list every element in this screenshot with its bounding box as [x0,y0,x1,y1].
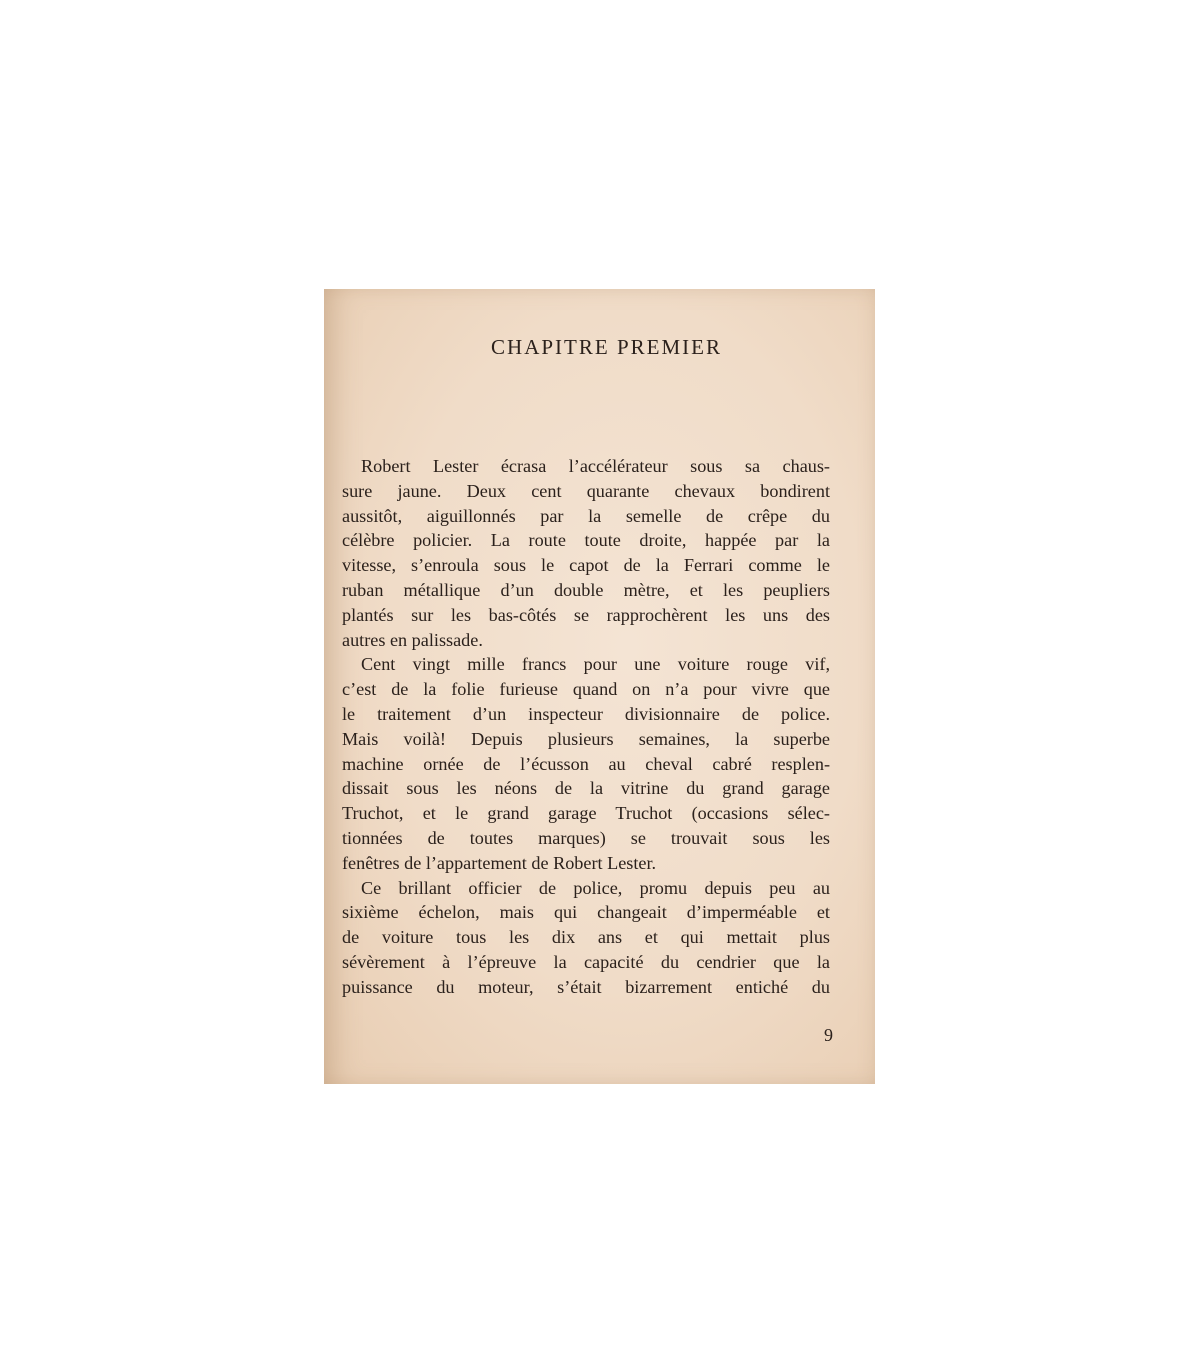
text-line: ruban métallique d’un double mètre, et les peupliers [342,579,830,600]
text-line: Ce brillant officier de police, promu depuis peu au [361,877,830,898]
text-line: sévèrement à l’épreuve la capacité du cendrier que la [342,951,830,972]
text-line: Truchot, et le grand garage Truchot (occasions sélec- [342,803,830,824]
paragraph-2 [342,652,830,875]
text-line: autres en palissade. [342,629,483,650]
body-text [342,454,830,1000]
text-line: Robert Lester écrasa l’accélérateur sous sa chaus- [361,456,830,476]
book-page [324,289,875,1084]
text-line: dissait sous les néons de la vitrine du grand garage [342,778,830,799]
text-line: tionnées de toutes marques) se trouvait sous les [342,827,830,848]
text-line: sure jaune. Deux cent quarante chevaux bondirent [342,480,830,501]
text-line: c’est de la folie furieuse quand on n’a pour vivre que [342,679,830,700]
text-line: plantés sur les bas-côtés se rapprochèrent les uns des [342,604,830,625]
text-line: puissance du moteur, s’était bizarrement entiché du [342,976,830,997]
text-line: sixième échelon, mais qui changeait d’imperméable et [342,902,830,923]
page-number: 9 [824,1025,833,1045]
text-line: Mais voilà! Depuis plusieurs semaines, la superbe [342,728,830,749]
text-line: le traitement d’un inspecteur divisionnaire de police. [342,703,830,724]
paragraph-3 [342,876,830,1000]
text-line: de voiture tous les dix ans et qui mettait plus [342,927,830,948]
text-line: célèbre policier. La route toute droite, happée par la [342,530,830,551]
text-line: aussitôt, aiguillonnés par la semelle de crêpe du [342,505,830,526]
text-line: Cent vingt mille francs pour une voiture rouge vif, [361,654,830,675]
text-line: machine ornée de l’écusson au cheval cabré resplen- [342,753,830,774]
text-line: vitesse, s’enroula sous le capot de la Ferrari comme le [342,555,830,576]
paragraph-1 [342,454,830,652]
text-line: fenêtres de l’appartement de Robert Lester. [342,852,657,873]
chapter-title: CHAPITRE PREMIER [491,335,722,359]
